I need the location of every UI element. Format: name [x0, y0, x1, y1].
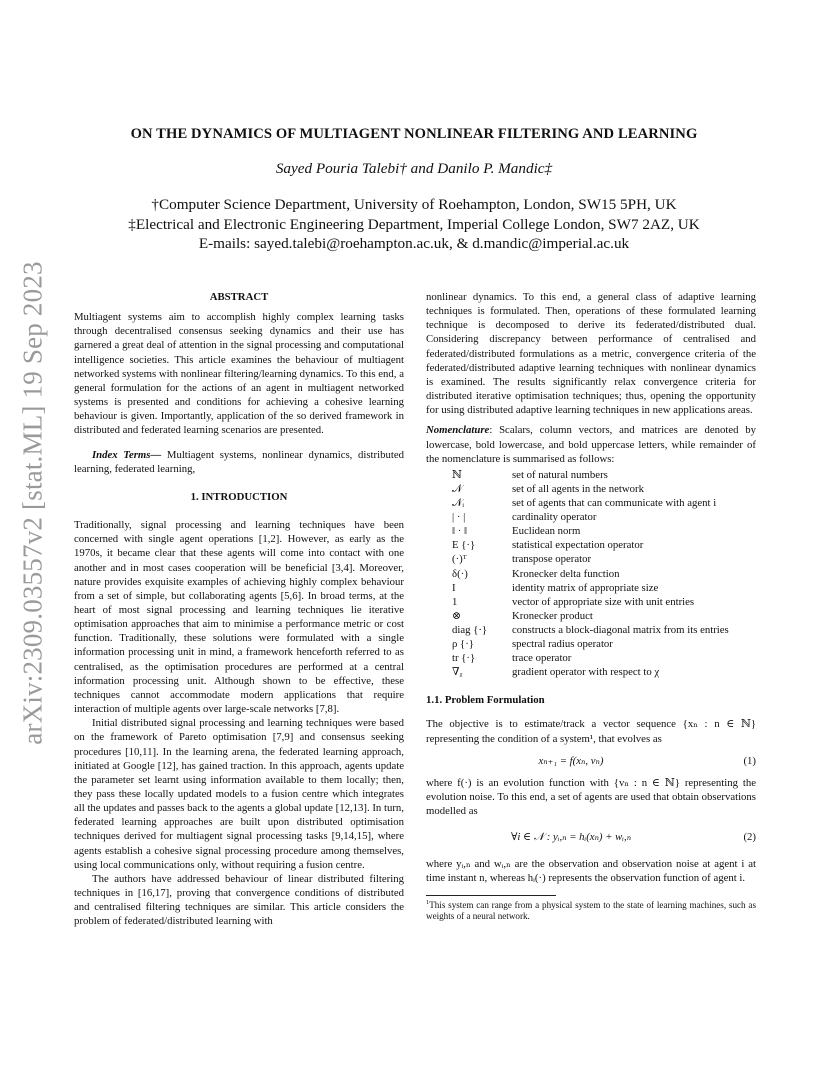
intro-paragraph-3: The authors have addressed behaviour of linear distributed filtering techniques in [16,17], proving that convergence conditions of distributed and centralised filtering techniques are similar. This article considers the problem of federated/distributed learning with: [74, 872, 404, 928]
nomenclature-symbol: ‖ · ‖: [452, 525, 467, 538]
nomenclature-description: cardinality operator: [512, 511, 597, 524]
nomenclature-row: [426, 482, 756, 496]
nomenclature-row: [426, 665, 756, 679]
nomenclature-symbol: diag {·}: [452, 623, 488, 636]
nomenclature-row: [426, 538, 756, 552]
footnote-text: This system can range from a physical system to the state of learning machines, such as weights of a neural network.: [426, 899, 756, 922]
affiliation-1: †Computer Science Department, University of Roehampton, London, SW15 5PH, UK: [151, 196, 677, 213]
nomenclature-row: [426, 609, 756, 623]
nomenclature-row: [426, 496, 756, 510]
nomenclature-row: [426, 567, 756, 581]
problem-formulation-heading: 1.1. Problem Formulation: [426, 694, 545, 707]
nomenclature-description: gradient operator with respect to χ: [512, 666, 660, 679]
nomenclature-row: [426, 510, 756, 524]
nomenclature-intro: [426, 423, 756, 465]
nomenclature-label: Nomenclature: [426, 424, 490, 437]
nomenclature-description: Euclidean norm: [512, 525, 581, 538]
introduction-heading: 1. INTRODUCTION: [190, 490, 288, 503]
footnote-mark: 1: [426, 898, 430, 906]
nomenclature-symbol: I: [452, 581, 456, 594]
footnote-1: [426, 900, 756, 923]
paper-authors: Sayed Pouria Talebi† and Danilo P. Mandic‡: [275, 160, 553, 177]
nomenclature-description: trace operator: [512, 652, 572, 665]
left-column: [74, 290, 404, 929]
nomenclature-symbol: (·)ᵀ: [452, 553, 467, 566]
equation-2-number: (2): [743, 831, 756, 844]
index-terms-text: Multiagent systems, nonlinear dynamics, distributed learning, federated learning,: [74, 448, 404, 475]
nomenclature-symbol: ∇ᵪ: [452, 666, 463, 679]
nomenclature-description: spectral radius operator: [512, 638, 613, 650]
nomenclature-symbol: 1: [452, 595, 458, 608]
intro-paragraph-1: Traditionally, signal processing and learning techniques have been concerned with single agent operations [1,2]. However, as early as the 1970s, it became clear that these agents will come into contact with one another and in most cases cooperation will be beneficial [3,4]. Moreover, nature provides exquisite examples of achieving highly complex behaviour from a set of simple, but collaborating agents [5,6]. In broad terms, at the heart of most signal processing and learning techniques lie iterative optimisation approaches that aim to minimise a performance metric or cost function. Traditionally, these solutions were formulated with a single information processing unit in mind, a framework henceforth referred to as centralised, as the optimisation procedures are performed at a central information processing unit. Although shown to be effective, these techniques cannot accommodate modern applications that require interaction of multiple agents over large-scale networks [7,8].: [74, 519, 404, 716]
problem-paragraph-1: The objective is to estimate/track a vector sequence {xₙ : n ∈ ℕ} representing the condition of a system¹, that evolves as: [426, 718, 756, 745]
nomenclature-description: constructs a block-diagonal matrix from its entries: [512, 623, 729, 636]
nomenclature-description: Kronecker delta function: [512, 567, 620, 580]
nomenclature-description: set of agents that can communicate with agent i: [512, 497, 717, 510]
nomenclature-symbol: ℕ: [452, 468, 462, 481]
nomenclature-row: [426, 637, 756, 651]
abstract-continued: nonlinear dynamics. To this end, a general class of adaptive learning techniques is formulated. Then, operations of these formulated learning technique is decomposed to derive its federated/distributed dual. Considering discrepancy between performance of centralised and federated/distributed formulations as a metric, convergence criteria of the federated/distributed adaptive learning techniques with nonlinear dynamics is examined. The results significantly relax convergence criteria for distributed iterative optimisation techniques; thus, opening the opportunity for using distributed adaptive learning techniques in new applications areas.: [426, 291, 756, 417]
nomenclature-symbol: δ(·): [452, 567, 468, 580]
equation-1-body: xₙ₊₁ = f(xₙ, vₙ): [538, 754, 604, 767]
nomenclature-symbol: E {·}: [452, 539, 476, 552]
equation-2: [426, 830, 756, 844]
problem-paragraph-3: where yᵢ,ₙ and wᵢ,ₙ are the observation and observation noise at agent i at time instant n, whereas hᵢ(·) represents the observation function of agent i.: [426, 857, 756, 884]
nomenclature-symbol: tr {·}: [452, 652, 476, 665]
nomenclature-description: vector of appropriate size with unit entries: [512, 595, 695, 608]
nomenclature-description: set of all agents in the network: [512, 482, 644, 495]
nomenclature-description: statistical expectation operator: [512, 539, 644, 552]
footnote-divider: [426, 895, 556, 896]
abstract-heading: ABSTRACT: [209, 291, 269, 303]
nomenclature-intro-text: : Scalars, column vectors, and matrices are denoted by lowercase, bold lowercase, and bold uppercase letters, while remainder of the nomenclature is summarised as follows:: [426, 424, 756, 465]
nomenclature-description: Kronecker product: [512, 609, 593, 622]
nomenclature-row: [426, 595, 756, 609]
nomenclature-row: [426, 651, 756, 665]
nomenclature-table: [426, 468, 756, 679]
equation-2-body: ∀i ∈ 𝒩 : yᵢ,ₙ = hᵢ(xₙ) + wᵢ,ₙ: [510, 831, 632, 844]
nomenclature-row: [426, 524, 756, 538]
nomenclature-symbol: ρ {·}: [452, 638, 474, 650]
nomenclature-row: [426, 581, 756, 595]
intro-paragraph-2: Initial distributed signal processing and learning techniques were based on the framework of Pareto optimisation [7,9] and consensus seeking procedures [10,11]. In the learning arena, the federated learning approach, initiated at Google [12], has gained traction. In this approach, agents update the parameter set learnt using information available to them locally; then, they pass these locally updated models to a fusion centre which integrates all the updates and passes back to the agents a global update [12,13]. In turn, federated learning approaches are built upon distributed optimisation techniques derived for multiagent signal processing tasks [9,14,15], where agents establish a cohesive signal processing procedure among themselves, using local communications only, without requiring a fusion centre.: [74, 717, 404, 871]
abstract-text: Multiagent systems aim to accomplish highly complex learning tasks through decentralised consensus seeking dynamics and their use has garnered a great deal of attention in the signal processing and computational intelligence societies. This article examines the behaviour of multiagent networked systems with nonlinear filtering/learning dynamics. To this end, a general formulation for the actions of an agent in multiagent networked systems is presented and conditions for achieving a cohesive learning behaviour is given. Importantly, application of the so derived framework in distributed and federated learning scenarios are presented.: [74, 311, 404, 437]
nomenclature-symbol: 𝒩ᵢ: [452, 497, 465, 510]
nomenclature-symbol: | · |: [452, 511, 466, 524]
right-column: [426, 290, 756, 923]
affiliation-2: ‡Electrical and Electronic Engineering Department, Imperial College London, SW7 2AZ, UK: [128, 216, 700, 233]
nomenclature-row: [426, 623, 756, 637]
author-emails[interactable]: E-mails: sayed.talebi@roehampton.ac.uk, & d.mandic@imperial.ac.uk: [198, 235, 630, 252]
problem-paragraph-2: where f(·) is an evolution function with {vₙ : n ∈ ℕ} representing the evolution noise. To this end, a set of agents are used that obtain observations modelled as: [426, 776, 756, 818]
nomenclature-description: transpose operator: [512, 553, 592, 566]
index-terms: [74, 448, 404, 476]
arxiv-identifier[interactable]: arXiv:2309.03557v2 [stat.ML] 19 Sep 2023: [17, 261, 48, 745]
index-terms-label: Index Terms—: [92, 448, 162, 461]
nomenclature-row: [426, 552, 756, 566]
arxiv-sidebar-stamp: [14, 248, 52, 758]
nomenclature-row: [426, 468, 756, 482]
nomenclature-symbol: 𝒩: [452, 482, 463, 495]
equation-1-number: (1): [743, 754, 756, 767]
paper-title: ON THE DYNAMICS OF MULTIAGENT NONLINEAR FILTERING AND LEARNING: [130, 126, 698, 142]
nomenclature-symbol: ⊗: [452, 609, 462, 622]
equation-1: [426, 754, 756, 768]
nomenclature-description: identity matrix of appropriate size: [512, 581, 659, 594]
nomenclature-description: set of natural numbers: [512, 468, 608, 481]
